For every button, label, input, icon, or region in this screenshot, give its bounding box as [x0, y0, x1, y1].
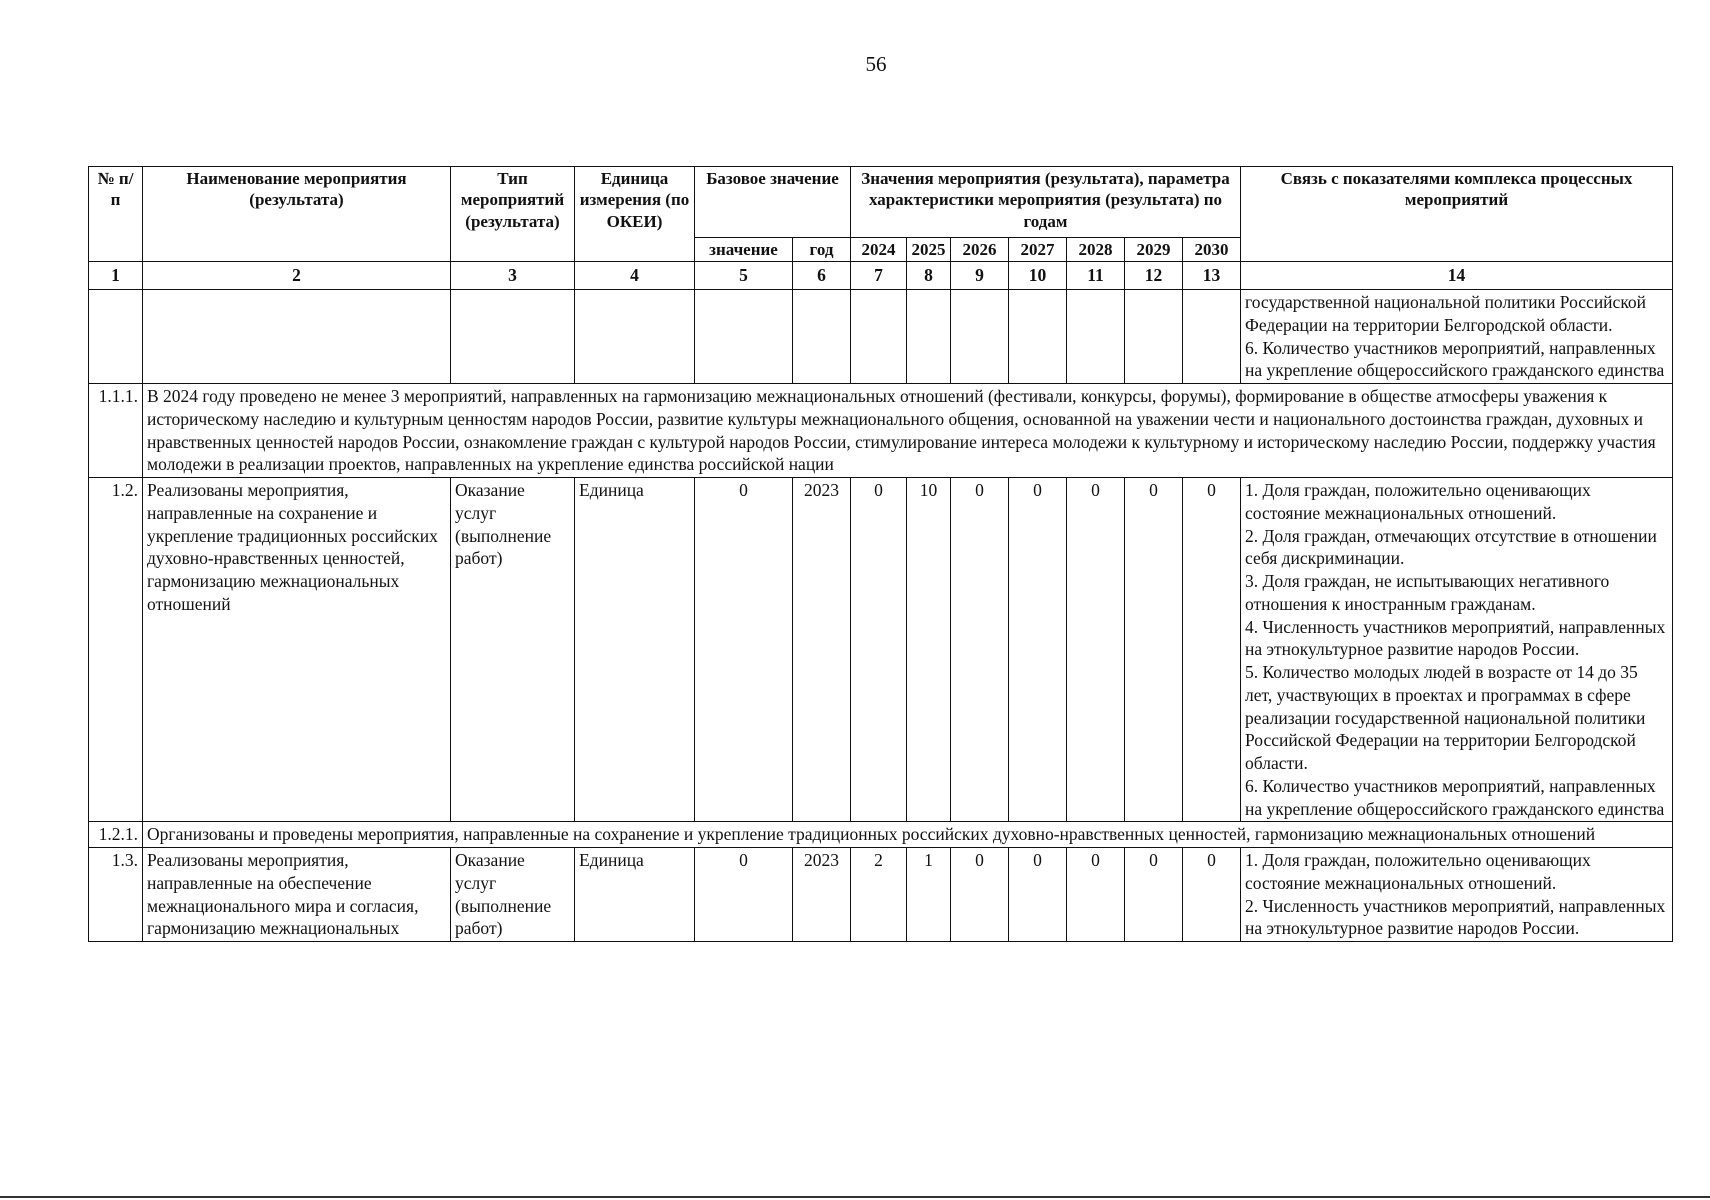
unit: Единица	[575, 478, 695, 822]
activity-type: Оказание услуг (выполнение работ)	[451, 848, 575, 942]
column-number: 2	[143, 262, 451, 290]
page-bottom-rule	[0, 1196, 1710, 1198]
value-2030: 0	[1183, 478, 1241, 822]
header-year-2024: 2024	[851, 238, 907, 262]
table-row-1-2	[89, 478, 1673, 822]
column-number: 13	[1183, 262, 1241, 290]
row-number: 1.2.1.	[89, 822, 143, 848]
value-2026: 0	[951, 478, 1009, 822]
value-2027: 0	[1009, 478, 1067, 822]
column-number: 12	[1125, 262, 1183, 290]
header-type: Тип мероприятий (результата)	[451, 167, 575, 262]
column-number: 4	[575, 262, 695, 290]
column-number: 10	[1009, 262, 1067, 290]
value-2029: 0	[1125, 478, 1183, 822]
value-2026: 0	[951, 848, 1009, 942]
row-number: 1.1.1.	[89, 384, 143, 478]
header-year-2029: 2029	[1125, 238, 1183, 262]
indicator-links: 1. Доля граждан, положительно оценивающих состояние межнациональных отношений. 2. Численность участников мероприятий, направленных на этнокультурное развитие народов России.	[1241, 848, 1673, 942]
base-year: 2023	[793, 478, 851, 822]
value-2025: 10	[907, 478, 951, 822]
base-value: 0	[695, 848, 793, 942]
column-number: 7	[851, 262, 907, 290]
value-2025: 1	[907, 848, 951, 942]
header-year-2027: 2027	[1009, 238, 1067, 262]
header-link: Связь с показателями комплекса процессных мероприятий	[1241, 167, 1673, 262]
value-2027: 0	[1009, 848, 1067, 942]
column-number: 1	[89, 262, 143, 290]
base-year: 2023	[793, 848, 851, 942]
column-number: 8	[907, 262, 951, 290]
value-2029: 0	[1125, 848, 1183, 942]
column-number: 5	[695, 262, 793, 290]
merged-description: Организованы и проведены мероприятия, направленные на сохранение и укрепление традиционных российских духовно-нравственных ценностей, гармонизацию межнациональных отношений	[143, 822, 1673, 848]
header-base-value: значение	[695, 238, 793, 262]
base-value: 0	[695, 478, 793, 822]
row-number: 1.3.	[89, 848, 143, 942]
column-number: 6	[793, 262, 851, 290]
header-unit: Единица измерения (по ОКЕИ)	[575, 167, 695, 262]
table-row-1-1-1	[89, 384, 1673, 478]
continuation-link-text: государственной национальной политики Российской Федерации на территории Белгородской области. 6. Количество участников мероприятий, направленных на укрепление общероссийского гражданского единства	[1241, 290, 1673, 384]
header-values-by-year: Значения мероприятия (результата), параметра характеристики мероприятия (результата) по годам	[851, 167, 1241, 238]
header-name: Наименование мероприятия (результата)	[143, 167, 451, 262]
table-row-1-3	[89, 848, 1673, 942]
header-base: Базовое значение	[695, 167, 851, 238]
header-year-2025: 2025	[907, 238, 951, 262]
value-2024: 0	[851, 478, 907, 822]
header-year-2028: 2028	[1067, 238, 1125, 262]
value-2028: 0	[1067, 478, 1125, 822]
indicator-links: 1. Доля граждан, положительно оценивающих состояние межнациональных отношений. 2. Доля граждан, отмечающих отсутствие в отношении себя дискриминации. 3. Доля граждан, не испытывающих негативного отношения к иностранным гражданам. 4. Численность участников мероприятий, направленных на этнокультурное развитие народов России. 5. Количество молодых людей в возрасте от 14 до 35 лет, участвующих в проектах и программах в сфере реализации государственной национальной политики Российской Федерации на территории Белгородской области. 6. Количество участников мероприятий, направленных на укрепление общероссийского гражданского единства	[1241, 478, 1673, 822]
value-2028: 0	[1067, 848, 1125, 942]
activity-name: Реализованы мероприятия, направленные на обеспечение межнационального мира и согласия, гармонизацию межнациональных	[143, 848, 451, 942]
activity-type: Оказание услуг (выполнение работ)	[451, 478, 575, 822]
value-2024: 2	[851, 848, 907, 942]
header-base-year: год	[793, 238, 851, 262]
value-2030: 0	[1183, 848, 1241, 942]
merged-description: В 2024 году проведено не менее 3 мероприятий, направленных на гармонизацию межнациональных отношений (фестивали, конкурсы, форумы), формирование в обществе атмосферы уважения к историческому наследию и культурным ценностям народов России, развитие культуры межнационального общения, основанной на уважении чести и национального достоинства граждан, духовных и нравственных ценностей народов России, ознакомление граждан с культурой народов России, стимулирование интереса молодежи к культурному и историческому наследию России, поддержку участия молодежи в реализации проектов, направленных на укрепление единства российской нации	[143, 384, 1673, 478]
column-number: 9	[951, 262, 1009, 290]
row-number: 1.2.	[89, 478, 143, 822]
column-number: 3	[451, 262, 575, 290]
column-number: 11	[1067, 262, 1125, 290]
unit: Единица	[575, 848, 695, 942]
column-number-row	[89, 262, 1673, 290]
header-year-2030: 2030	[1183, 238, 1241, 262]
activity-name: Реализованы мероприятия, направленные на сохранение и укрепление традиционных российских духовно-нравственных ценностей, гармонизацию межнациональных отношений	[143, 478, 451, 822]
header-year-2026: 2026	[951, 238, 1009, 262]
page-number: 56	[865, 52, 887, 76]
header-num: № п/п	[89, 167, 143, 262]
table-row-1-2-1	[89, 822, 1673, 848]
continuation-row	[89, 290, 1673, 384]
activities-table	[88, 166, 1673, 942]
header-row	[89, 167, 1673, 238]
column-number: 14	[1241, 262, 1673, 290]
